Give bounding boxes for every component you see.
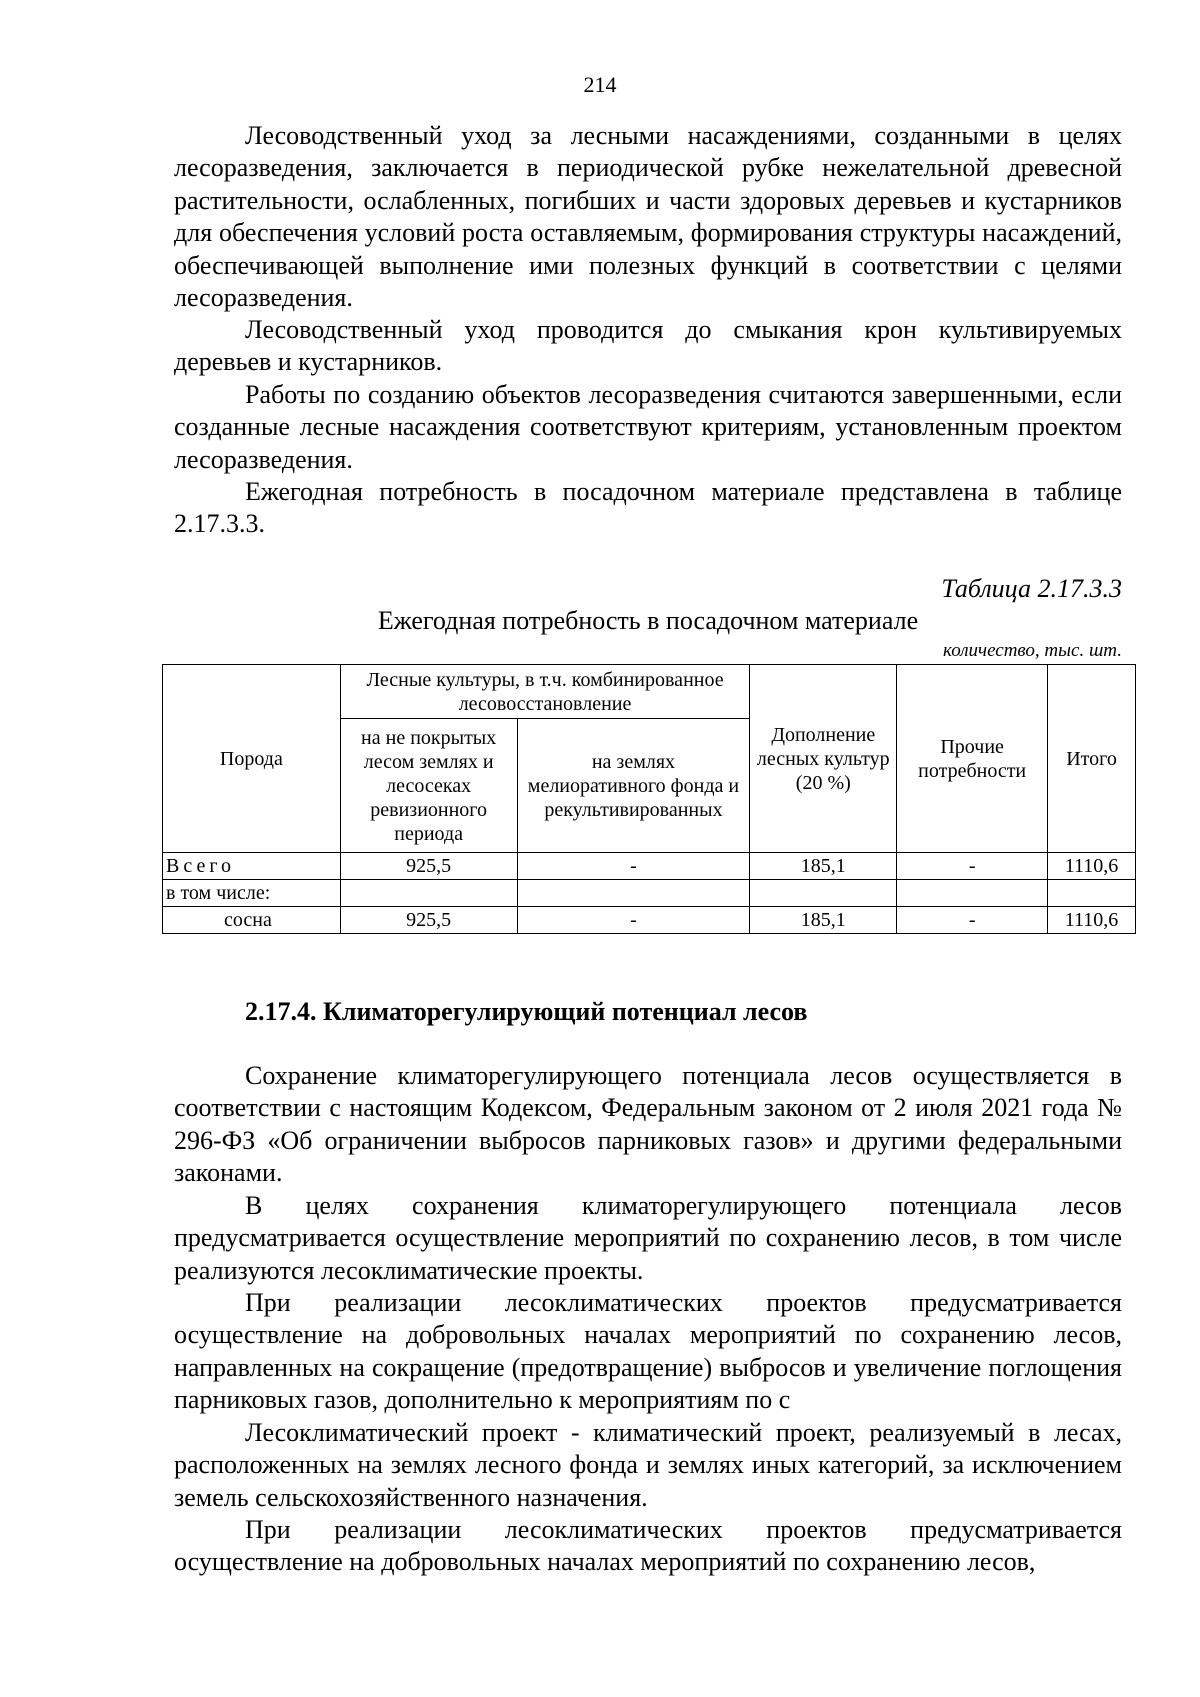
paragraph-works-completed: Работы по созданию объектов лесоразведения считаются завершенными, если созданные лесные насаждения соответствуют критериям, установленным проектом лесоразведения. [174, 380, 1122, 474]
table-row: сосна 925,5 - 185,1 - 1110,6 [163, 907, 1136, 934]
table-caption-number: Таблица 2.17.3.3 [941, 574, 1122, 603]
table-row: в том числе: [163, 880, 1136, 907]
header-uncovered-lands: на не покрытых лесом землях и лесосеках ревизионного периода [340, 719, 517, 853]
page-number: 214 [583, 72, 617, 97]
header-species: Порода [163, 665, 341, 853]
paragraph-care-duration: Лесоводственный уход проводится до смыкания крон культивируемых деревьев и кустарников. [174, 315, 1122, 377]
planting-material-table [162, 664, 1136, 934]
paragraph-climate-potential: Сохранение климаторегулирующего потенциала лесов осуществляется в соответствии с настоящим Кодексом, Федеральным законом от 2 июля 2021 года № 296-ФЗ «Об ограничении выбросов парниковых газов» и другими федеральными законами. [174, 1061, 1122, 1188]
table-row: Всего 925,5 - 185,1 - 1110,6 [163, 853, 1136, 880]
paragraph-forest-climate-project: Лесоклиматический проект - климатический проект, реализуемый в лесах, расположенных на землях лесного фонда и землях иных категорий, за исключением земель сельскохозяйственного назначения. [174, 1418, 1122, 1512]
paragraph-preservation-measures: В целях сохранения климаторегулирующего потенциала лесов предусматривается осуществление мероприятий по сохранению лесов, в том числе реализуются лесоклиматические проекты. [174, 1191, 1122, 1285]
section-heading: 2.17.4. Климаторегулирующий потенциал лесов [245, 997, 808, 1026]
header-forest-crops: Лесные культуры, в т.ч. комбинированное лесовосстановление [340, 665, 750, 719]
header-total: Итого [1048, 665, 1136, 853]
paragraph-project-implementation: При реализации лесоклиматических проектов предусматривается осуществление на добровольных началах мероприятий по сохранению лесов, направленных на сокращение (предотвращение) выбросов и увеличение поглощения парниковых газов, дополнительно к мероприятиям по с [174, 1288, 1122, 1415]
paragraph-annual-need: Ежегодная потребность в посадочном материале представлена в таблице 2.17.3.3. [174, 477, 1122, 539]
header-supplement: Дополнение лесных культур (20 %) [750, 665, 897, 853]
paragraph-afforestation-care: Лесоводственный уход за лесными насаждениями, созданными в целях лесоразведения, заключается в периодической рубке нежелательной древесной растительности, ослабленных, погибших и части здоровых деревьев и кустарников для обеспечения условий роста оставляемым, формирования структуры насаждений, обеспечивающей выполнение ими полезных функций в соответствии с целями лесоразведения. [174, 121, 1122, 313]
table-units: количество, тыс. шт. [943, 640, 1122, 661]
header-reclamation-lands: на землях мелиоративного фонда и рекультивированных [517, 719, 750, 853]
paragraph-project-implementation-repeat: При реализации лесоклиматических проектов предусматривается осуществление на добровольных началах мероприятий по сохранению лесов, [174, 1515, 1122, 1577]
table-caption-title: Ежегодная потребность в посадочном материале [377, 606, 919, 635]
header-other-needs: Прочие потребности [897, 665, 1048, 853]
